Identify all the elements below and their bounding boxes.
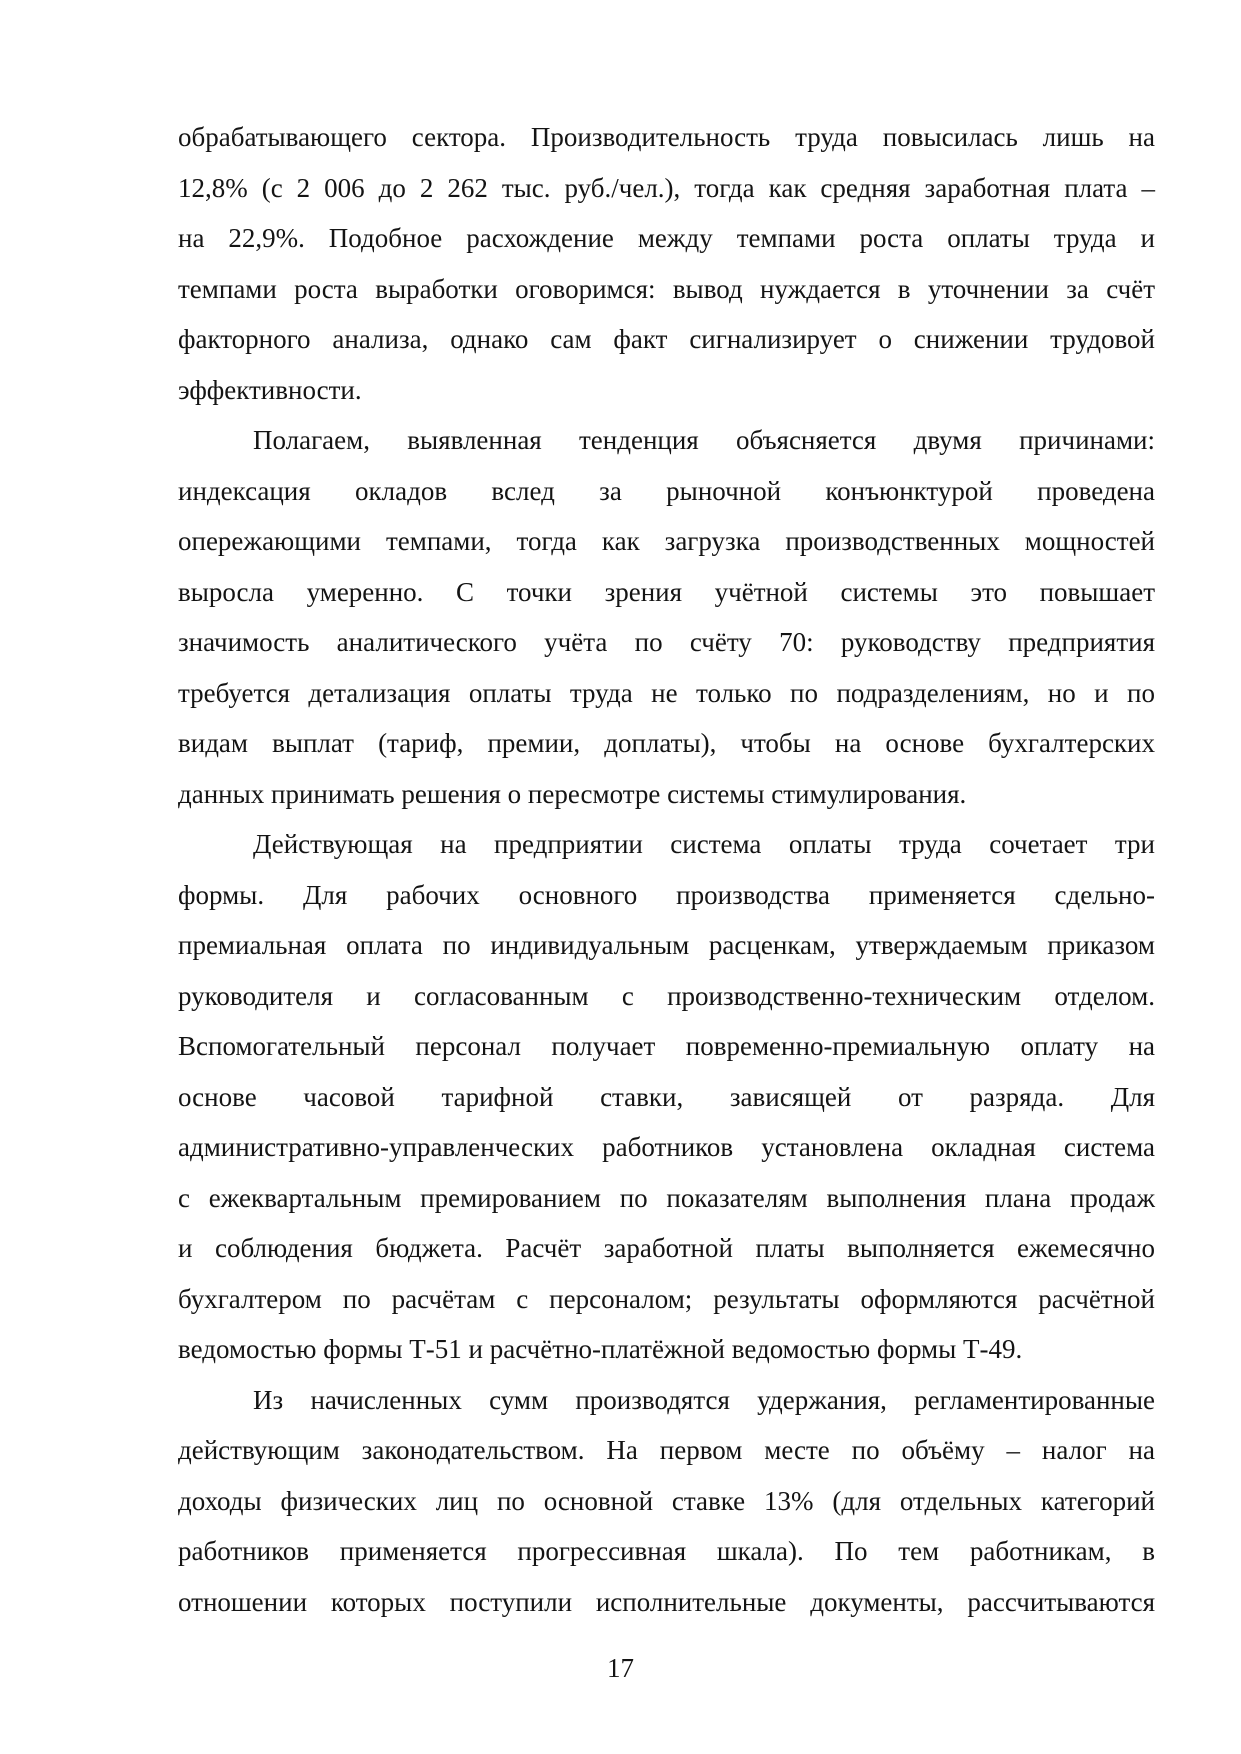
text-line: индексация окладов вслед за рыночной конъюнктурой проведена bbox=[178, 475, 1155, 506]
paragraph bbox=[178, 819, 1155, 1375]
text-line: на 22,9%. Подобное расхождение между темпами роста оплаты труда и bbox=[178, 223, 1155, 253]
page-number: 17 bbox=[607, 1653, 634, 1683]
text-line: требуется детализация оплаты труда не только по подразделениям, но и по bbox=[178, 677, 1155, 708]
text-line: эффективности. bbox=[178, 374, 362, 405]
text-line: выросла умеренно. С точки зрения учётной системы это повышает bbox=[178, 576, 1155, 607]
text-line: ведомостью формы Т-51 и расчётно-платёжной ведомостью формы Т-49. bbox=[178, 1334, 1023, 1364]
text-line: темпами роста выработки оговоримся: вывод нуждается в уточнении за счёт bbox=[178, 273, 1155, 304]
text-line: обрабатывающего сектора. Производительность труда повысилась лишь на bbox=[178, 122, 1155, 152]
text-line: административно-управленческих работников установлена окладная система bbox=[178, 1132, 1155, 1162]
text-line: значимость аналитического учёта по счёту 70: руководству предприятия bbox=[178, 627, 1155, 657]
text-line: премиальная оплата по индивидуальным расценкам, утверждаемым приказом bbox=[178, 930, 1155, 960]
text-line: с ежеквартальным премированием по показателям выполнения плана продаж bbox=[178, 1182, 1155, 1213]
text-line: отношении которых поступили исполнительные документы, рассчитываются bbox=[178, 1586, 1155, 1617]
text-line: и соблюдения бюджета. Расчёт заработной платы выполняется ежемесячно bbox=[178, 1233, 1155, 1263]
text-line: действующим законодательством. На первом месте по объёму – налог на bbox=[178, 1435, 1155, 1465]
body-text bbox=[178, 112, 1155, 1627]
text-line: данных принимать решения о пересмотре системы стимулирования. bbox=[178, 778, 967, 809]
paragraph bbox=[178, 112, 1155, 415]
text-line: основе часовой тарифной ставки, зависящей от разряда. Для bbox=[178, 1081, 1155, 1112]
text-line: факторного анализа, однако сам факт сигнализирует о снижении трудовой bbox=[178, 324, 1155, 354]
text-line: работников применяется прогрессивная шкала). По тем работникам, в bbox=[178, 1536, 1155, 1566]
text-line: Полагаем, выявленная тенденция объясняется двумя причинами: bbox=[253, 425, 1155, 455]
text-line: 12,8% (с 2 006 до 2 262 тыс. руб./чел.), тогда как средняя заработная плата – bbox=[178, 172, 1155, 203]
text-line: Из начисленных сумм производятся удержания, регламентированные bbox=[253, 1384, 1155, 1415]
paragraph bbox=[178, 1375, 1155, 1628]
text-line: опережающими темпами, тогда как загрузка производственных мощностей bbox=[178, 526, 1155, 556]
text-line: доходы физических лиц по основной ставке 13% (для отдельных категорий bbox=[178, 1485, 1155, 1516]
text-line: руководителя и согласованным с производственно-техническим отделом. bbox=[178, 980, 1155, 1011]
text-line: видам выплат (тариф, премии, доплаты), чтобы на основе бухгалтерских bbox=[178, 728, 1155, 758]
text-line: Действующая на предприятии система оплаты труда сочетает три bbox=[253, 829, 1155, 859]
text-line: Вспомогательный персонал получает повременно-премиальную оплату на bbox=[178, 1031, 1155, 1061]
text-line: бухгалтером по расчётам с персоналом; результаты оформляются расчётной bbox=[178, 1283, 1155, 1314]
paragraph bbox=[178, 415, 1155, 819]
text-line: формы. Для рабочих основного производства применяется сдельно- bbox=[178, 879, 1155, 910]
